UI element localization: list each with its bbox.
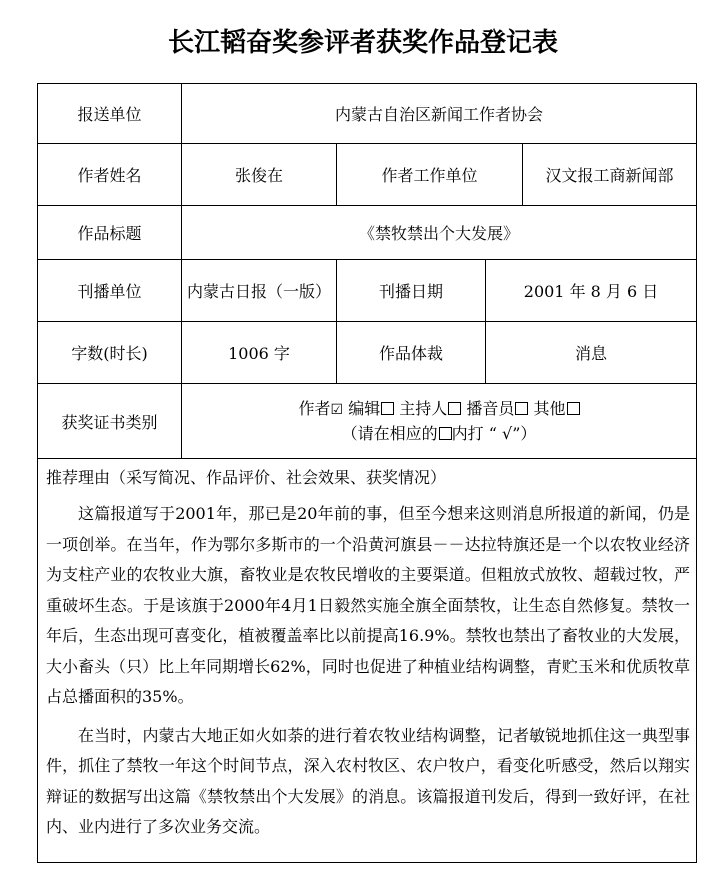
cert-option-author-label: 作者 (298, 398, 331, 418)
cert-label: 获奖证书类别 (38, 384, 182, 459)
submit-unit-label: 报送单位 (38, 84, 182, 144)
checked-box-icon: ☑ (330, 401, 344, 418)
work-title-label: 作品标题 (38, 206, 182, 260)
reason-paragraph-1: 这篇报道写于2001年，那已是20年前的事，但至今想来这则消息所报道的新闻，仍是一项创举。在当年，作为鄂尔多斯市的一个沿黄河旗县－－达拉特旗还是一个以农牧业经济为支柱产业的农牧业大旗，畜牧业是农牧民增收的主要渠道。但粗放式放牧、超载过牧，严重破坏生态。于是该旗于2000年4月1日毅然实施全旗全面禁牧，让生态自然修复。禁牧一年后，生态出现可喜变化，植被覆盖率比以前提高16.9%。禁牧也禁出了畜牧业的大发展，大小畜头（只）比上年同期增长62%，同时也促进了种植业结构调整，青贮玉米和优质牧草占总播面积的35%。 (46, 504, 691, 706)
row-submit-unit (38, 84, 697, 144)
reason-heading: 推荐理由（采写简况、作品评价、社会效果、获奖情况） (46, 468, 447, 487)
work-title-value: 《禁牧禁出个大发展》 (182, 206, 697, 260)
row-work-title (38, 206, 697, 260)
cert-note-suffix: 内打 “ √”） (451, 423, 537, 443)
cert-options (186, 397, 692, 422)
publish-unit-label: 刊播单位 (38, 260, 182, 322)
wordcount-value: 1006 字 (182, 322, 337, 384)
cert-options-cell (182, 384, 697, 459)
empty-box-icon (567, 402, 580, 415)
submit-unit-value: 内蒙古自治区新闻工作者协会 (182, 84, 697, 144)
page-title: 长江韬奋奖参评者获奖作品登记表 (167, 28, 558, 58)
reason-paragraph-2: 在当时，内蒙古大地正如火如荼的进行着农牧业结构调整，记者敏锐地抓住这一典型事件，抓住了禁牧一年这个时间节点，深入农村牧区、农户牧户，看变化听感受，然后以翔实辩证的数据写出这篇《禁牧禁出个大发展》的消息。该篇报道刊发后，得到一致好评，在社内、业内进行了多次业务交流。 (46, 725, 691, 836)
empty-box-icon (448, 402, 461, 415)
empty-box-icon (439, 427, 452, 440)
publish-date-label: 刊播日期 (337, 260, 486, 322)
row-wordcount (38, 322, 697, 384)
cert-note (186, 422, 692, 446)
cert-option-announcer-label: 播音员 (466, 398, 515, 418)
wordcount-label: 字数(时长) (38, 322, 182, 384)
cert-option-host[interactable] (399, 399, 461, 418)
cert-option-editor-label: 编辑 (348, 398, 381, 418)
row-cert (38, 384, 697, 459)
reason-cell (38, 459, 697, 863)
row-publish (38, 260, 697, 322)
empty-box-icon (515, 402, 528, 415)
cert-option-announcer[interactable] (466, 399, 528, 418)
author-label: 作者姓名 (38, 144, 182, 206)
cert-note-prefix: （请在相应的 (341, 423, 438, 443)
row-author (38, 144, 697, 206)
author-value: 张俊在 (182, 144, 337, 206)
registration-table (37, 83, 697, 863)
author-unit-label: 作者工作单位 (337, 144, 523, 206)
genre-value: 消息 (486, 322, 697, 384)
cert-option-other-label: 其他 (533, 398, 566, 418)
row-reason (38, 459, 697, 863)
cert-option-editor[interactable] (348, 399, 394, 418)
publish-date-value: 2001 年 8 月 6 日 (486, 260, 697, 322)
cert-option-other[interactable] (534, 399, 580, 418)
publish-unit-value: 内蒙古日报（一版） (182, 260, 337, 322)
genre-label: 作品体裁 (337, 322, 486, 384)
author-unit-value: 汉文报工商新闻部 (523, 144, 697, 206)
cert-option-host-label: 主持人 (399, 398, 448, 418)
empty-box-icon (381, 402, 394, 415)
cert-option-author[interactable] (299, 399, 344, 418)
